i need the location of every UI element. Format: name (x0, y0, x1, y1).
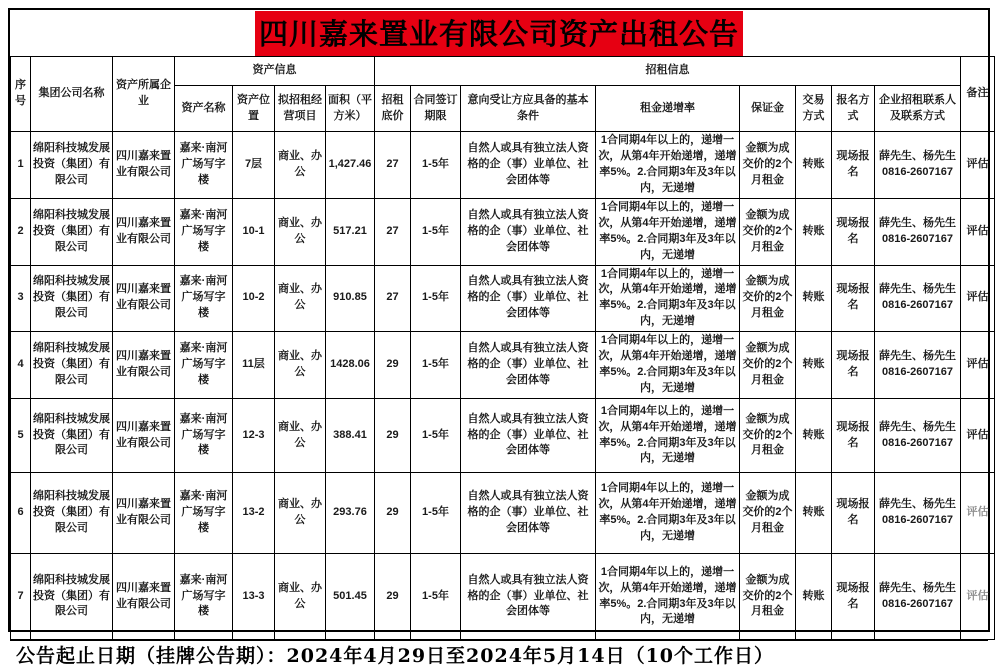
cell-term: 1-5年 (411, 265, 461, 332)
cell-asset-name: 嘉来·南河广场写字楼 (175, 332, 233, 399)
cell-remark: 评估 (961, 198, 995, 265)
cell-deposit: 金额为成交价的2个月租金 (740, 332, 796, 399)
cell-business: 商业、办公 (275, 265, 326, 332)
header-contact: 企业招租联系人及联系方式 (875, 86, 961, 132)
cell-business: 商业、办公 (275, 132, 326, 199)
cell-remark: 评估 (961, 554, 995, 640)
cell-asset-name: 嘉来·南河广场写字楼 (175, 399, 233, 473)
cell-asset-name: 嘉来·南河广场写字楼 (175, 198, 233, 265)
table-row (11, 132, 995, 199)
cell-enterprise: 四川嘉来置业有限公司 (113, 332, 175, 399)
cell-location: 7层 (233, 132, 275, 199)
cell-group-company: 绵阳科技城发展投资（集团）有限公司 (31, 554, 113, 640)
cell-deposit: 金额为成交价的2个月租金 (740, 132, 796, 199)
cell-enterprise: 四川嘉来置业有限公司 (113, 265, 175, 332)
cell-contact: 薛先生、杨先生 0816-2607167 (875, 554, 961, 640)
cell-registration: 现场报名 (832, 554, 875, 640)
header-area: 面积（平方米） (326, 86, 375, 132)
announcement-document (8, 8, 990, 667)
cell-location: 13-3 (233, 554, 275, 640)
table-row (11, 332, 995, 399)
cell-term: 1-5年 (411, 332, 461, 399)
rental-table (10, 56, 995, 640)
cell-deposit: 金额为成交价的2个月租金 (740, 265, 796, 332)
cell-business: 商业、办公 (275, 473, 326, 554)
header-location: 资产位置 (233, 86, 275, 132)
cell-no: 2 (11, 198, 31, 265)
cell-business: 商业、办公 (275, 554, 326, 640)
cell-base-price: 29 (375, 399, 411, 473)
cell-no: 5 (11, 399, 31, 473)
cell-term: 1-5年 (411, 473, 461, 554)
header-business: 拟招租经营项目 (275, 86, 326, 132)
cell-transaction: 转账 (796, 473, 832, 554)
cell-location: 10-2 (233, 265, 275, 332)
cell-term: 1-5年 (411, 198, 461, 265)
cell-asset-name: 嘉来·南河广场写字楼 (175, 265, 233, 332)
cell-area: 1,427.46 (326, 132, 375, 199)
cell-asset-name: 嘉来·南河广场写字楼 (175, 132, 233, 199)
table-row (11, 399, 995, 473)
cell-transaction: 转账 (796, 198, 832, 265)
cell-area: 388.41 (326, 399, 375, 473)
table-row (11, 198, 995, 265)
cell-group-company: 绵阳科技城发展投资（集团）有限公司 (31, 265, 113, 332)
cell-base-price: 27 (375, 198, 411, 265)
cell-location: 11层 (233, 332, 275, 399)
cell-enterprise: 四川嘉来置业有限公司 (113, 132, 175, 199)
cell-business: 商业、办公 (275, 332, 326, 399)
header-conditions: 意向受让方应具备的基本条件 (461, 86, 596, 132)
cell-transaction: 转账 (796, 132, 832, 199)
cell-transaction: 转账 (796, 332, 832, 399)
cell-remark: 评估 (961, 473, 995, 554)
cell-group-company: 绵阳科技城发展投资（集团）有限公司 (31, 132, 113, 199)
header-rent-info-group: 招租信息 (375, 57, 961, 86)
cell-area: 517.21 (326, 198, 375, 265)
cell-enterprise: 四川嘉来置业有限公司 (113, 554, 175, 640)
cell-registration: 现场报名 (832, 473, 875, 554)
cell-conditions: 自然人或具有独立法人资格的企（事）业单位、社会团体等 (461, 473, 596, 554)
cell-no: 1 (11, 132, 31, 199)
cell-conditions: 自然人或具有独立法人资格的企（事）业单位、社会团体等 (461, 332, 596, 399)
cell-no: 4 (11, 332, 31, 399)
header-remark: 备注 (961, 57, 995, 132)
cell-contact: 薛先生、杨先生 0816-2607167 (875, 265, 961, 332)
cell-enterprise: 四川嘉来置业有限公司 (113, 198, 175, 265)
cell-transaction: 转账 (796, 265, 832, 332)
table-body (11, 132, 995, 640)
cell-contact: 薛先生、杨先生 0816-2607167 (875, 473, 961, 554)
cell-registration: 现场报名 (832, 198, 875, 265)
title-row (10, 10, 988, 56)
cell-conditions: 自然人或具有独立法人资格的企（事）业单位、社会团体等 (461, 265, 596, 332)
cell-asset-name: 嘉来·南河广场写字楼 (175, 554, 233, 640)
announcement-period: 公告起止日期（挂牌公告期）：2024年4月29日至2024年5月14日（10个工作日） (10, 640, 988, 668)
cell-asset-name: 嘉来·南河广场写字楼 (175, 473, 233, 554)
header-no: 序号 (11, 57, 31, 132)
cell-registration: 现场报名 (832, 132, 875, 199)
header-registration: 报名方式 (832, 86, 875, 132)
cell-deposit: 金额为成交价的2个月租金 (740, 554, 796, 640)
cell-rent-increase: 1合同期4年以上的，递增一次，从第4年开始递增，递增率5%。2.合同期3年及3年以内，无递增 (596, 399, 740, 473)
cell-contact: 薛先生、杨先生 0816-2607167 (875, 132, 961, 199)
cell-rent-increase: 1合同期4年以上的，递增一次，从第4年开始递增，递增率5%。2.合同期3年及3年以内，无递增 (596, 473, 740, 554)
page-title: 四川嘉来置业有限公司资产出租公告 (255, 11, 743, 56)
header-term: 合同签订期限 (411, 86, 461, 132)
cell-group-company: 绵阳科技城发展投资（集团）有限公司 (31, 332, 113, 399)
cell-term: 1-5年 (411, 132, 461, 199)
cell-rent-increase: 1合同期4年以上的，递增一次，从第4年开始递增，递增率5%。2.合同期3年及3年以内，无递增 (596, 132, 740, 199)
cell-term: 1-5年 (411, 399, 461, 473)
cell-no: 6 (11, 473, 31, 554)
cell-deposit: 金额为成交价的2个月租金 (740, 399, 796, 473)
cell-registration: 现场报名 (832, 399, 875, 473)
cell-conditions: 自然人或具有独立法人资格的企（事）业单位、社会团体等 (461, 399, 596, 473)
table-row (11, 473, 995, 554)
cell-base-price: 27 (375, 132, 411, 199)
cell-area: 910.85 (326, 265, 375, 332)
cell-contact: 薛先生、杨先生 0816-2607167 (875, 399, 961, 473)
header-base-price: 招租底价 (375, 86, 411, 132)
cell-deposit: 金额为成交价的2个月租金 (740, 198, 796, 265)
header-group-company: 集团公司名称 (31, 57, 113, 132)
cell-enterprise: 四川嘉来置业有限公司 (113, 399, 175, 473)
cell-area: 1428.06 (326, 332, 375, 399)
cell-registration: 现场报名 (832, 265, 875, 332)
cell-remark: 评估 (961, 265, 995, 332)
cell-business: 商业、办公 (275, 198, 326, 265)
cell-remark: 评估 (961, 132, 995, 199)
cell-conditions: 自然人或具有独立法人资格的企（事）业单位、社会团体等 (461, 554, 596, 640)
header-asset-name: 资产名称 (175, 86, 233, 132)
cell-rent-increase: 1合同期4年以上的，递增一次，从第4年开始递增，递增率5%。2.合同期3年及3年以内，无递增 (596, 554, 740, 640)
cell-location: 10-1 (233, 198, 275, 265)
cell-no: 3 (11, 265, 31, 332)
header-rent-increase: 租金递增率 (596, 86, 740, 132)
cell-group-company: 绵阳科技城发展投资（集团）有限公司 (31, 473, 113, 554)
table-row (11, 265, 995, 332)
cell-location: 13-2 (233, 473, 275, 554)
header-asset-info-group: 资产信息 (175, 57, 375, 86)
cell-rent-increase: 1合同期4年以上的，递增一次，从第4年开始递增，递增率5%。2.合同期3年及3年以内，无递增 (596, 265, 740, 332)
cell-remark: 评估 (961, 399, 995, 473)
cell-group-company: 绵阳科技城发展投资（集团）有限公司 (31, 198, 113, 265)
cell-business: 商业、办公 (275, 399, 326, 473)
header-enterprise: 资产所属企业 (113, 57, 175, 132)
cell-base-price: 27 (375, 265, 411, 332)
cell-enterprise: 四川嘉来置业有限公司 (113, 473, 175, 554)
cell-registration: 现场报名 (832, 332, 875, 399)
cell-area: 293.76 (326, 473, 375, 554)
cell-transaction: 转账 (796, 554, 832, 640)
cell-area: 501.45 (326, 554, 375, 640)
cell-rent-increase: 1合同期4年以上的，递增一次，从第4年开始递增，递增率5%。2.合同期3年及3年以内，无递增 (596, 198, 740, 265)
cell-group-company: 绵阳科技城发展投资（集团）有限公司 (31, 399, 113, 473)
cell-rent-increase: 1合同期4年以上的，递增一次，从第4年开始递增，递增率5%。2.合同期3年及3年以内，无递增 (596, 332, 740, 399)
cell-conditions: 自然人或具有独立法人资格的企（事）业单位、社会团体等 (461, 132, 596, 199)
cell-remark: 评估 (961, 332, 995, 399)
cell-base-price: 29 (375, 473, 411, 554)
cell-location: 12-3 (233, 399, 275, 473)
table-header (11, 57, 995, 132)
cell-term: 1-5年 (411, 554, 461, 640)
header-deposit: 保证金 (740, 86, 796, 132)
cell-conditions: 自然人或具有独立法人资格的企（事）业单位、社会团体等 (461, 198, 596, 265)
header-transaction: 交易方式 (796, 86, 832, 132)
table-row (11, 554, 995, 640)
cell-contact: 薛先生、杨先生 0816-2607167 (875, 198, 961, 265)
cell-base-price: 29 (375, 332, 411, 399)
cell-base-price: 29 (375, 554, 411, 640)
cell-transaction: 转账 (796, 399, 832, 473)
cell-deposit: 金额为成交价的2个月租金 (740, 473, 796, 554)
cell-contact: 薛先生、杨先生 0816-2607167 (875, 332, 961, 399)
cell-no: 7 (11, 554, 31, 640)
